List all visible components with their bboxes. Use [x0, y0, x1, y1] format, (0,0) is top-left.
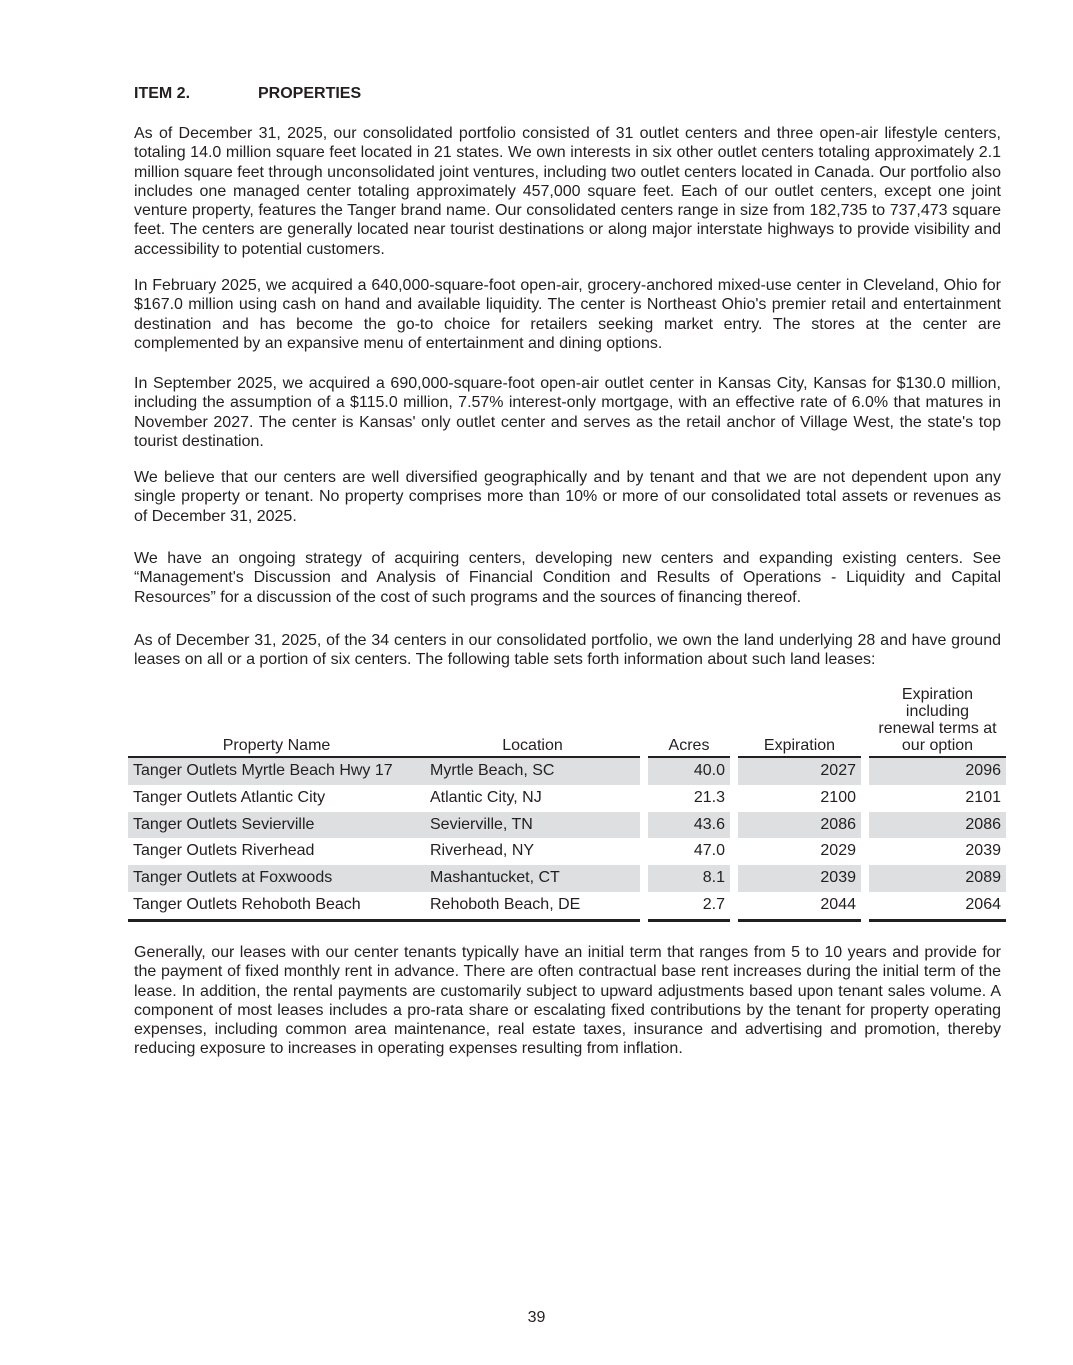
cell-location: Mashantucket, CT [425, 865, 640, 892]
header-expiration: Expiration [738, 686, 861, 758]
header-renewal-line-1: Expiration [901, 686, 974, 703]
table-row [128, 758, 1006, 785]
land-leases-table [128, 686, 1006, 922]
cell-location: Sevierville, TN [425, 812, 640, 839]
paragraph-ground-leases: As of December 31, 2025, of the 34 centers in our consolidated portfolio, we own the land underlying 28 and have ground leases on all or a portion of six centers. The following table sets forth information about such land leases: [134, 632, 1001, 669]
paragraph-cleveland-acquisition: In February 2025, we acquired a 640,000-square-foot open-air, grocery-anchored mixed-use center in Cleveland, Ohio for $167.0 million using cash on hand and available liquidity. The center is Northeast Ohio's premier retail and entertainment destination and has become the go-to choice for retailers seeking market entry. The stores at the center are complemented by an expansive menu of entertainment and dining options. [134, 277, 1001, 352]
paragraph-strategy: We have an ongoing strategy of acquiring centers, developing new centers and expanding existing centers. See “Management's Discussion and Analysis of Financial Condition and Results of Operations - Liquidity and Capital Resources” for a discussion of the cost of such programs and the sources of financing thereof. [134, 550, 1001, 606]
header-renewal-line-4: our option [901, 737, 974, 754]
cell-property: Tanger Outlets Rehoboth Beach [128, 892, 425, 922]
page-number: 39 [527, 1309, 546, 1326]
cell-acres: 43.6 [648, 812, 730, 839]
section-heading [134, 84, 361, 104]
paragraph-diversification: We believe that our centers are well diversified geographically and by tenant and that we are not dependent upon any single property or tenant. No property comprises more than 10% or more of our consolidated total assets or revenues as of December 31, 2025. [134, 469, 1001, 525]
table-row [128, 892, 1006, 922]
table-header-row [128, 686, 1006, 758]
cell-location: Myrtle Beach, SC [425, 758, 640, 785]
table-row [128, 838, 1006, 865]
table-row [128, 865, 1006, 892]
header-property-name: Property Name [128, 686, 425, 758]
cell-renewal: 2096 [869, 758, 1006, 785]
cell-expiration: 2044 [738, 892, 861, 922]
cell-expiration: 2086 [738, 812, 861, 839]
cell-property: Tanger Outlets Sevierville [128, 812, 425, 839]
cell-expiration: 2027 [738, 758, 861, 785]
cell-renewal: 2039 [965, 842, 1001, 860]
cell-location: Riverhead, NY [430, 842, 535, 860]
cell-expiration: 2039 [738, 865, 861, 892]
paragraph-portfolio-overview: As of December 31, 2025, our consolidated portfolio consisted of 31 outlet centers and three open-air lifestyle centers, totaling 14.0 million square feet located in 21 states. We own interests in six other outlet centers totaling approximately 2.1 million square feet through unconsolidated joint ventures, including two outlet centers located in Canada. Our portfolio also includes one managed center totaling approximately 457,000 square feet. Each of our outlet centers, except one joint venture property, features the Tanger brand name. Our consolidated centers range in size from 182,735 to 737,473 square feet. The centers are generally located near tourist destinations or along major interstate highways to provide visibility and accessibility to potential customers. [134, 125, 1001, 258]
cell-property: Tanger Outlets Riverhead [133, 842, 315, 860]
header-acres: Acres [648, 686, 730, 758]
cell-location: Rehoboth Beach, DE [425, 892, 640, 922]
cell-location: Atlantic City, NJ [430, 788, 542, 806]
header-renewal-line-2: including [905, 703, 970, 720]
cell-expiration: 2100 [820, 788, 856, 806]
header-renewal-line-3: renewal terms at [878, 720, 997, 737]
cell-acres: 21.3 [693, 788, 725, 806]
cell-property: Tanger Outlets at Foxwoods [128, 865, 425, 892]
paragraph-kansas-city-acquisition: In September 2025, we acquired a 690,000-square-foot open-air outlet center in Kansas City, Kansas for $130.0 million, including the assumption of a $115.0 million, 7.57% interest-only mortgage, with an effective rate of 6.0% that matures in November 2027. The center is Kansas' only outlet center and serves as the retail anchor of Village West, the state's top tourist destination. [134, 375, 1001, 450]
cell-renewal: 2089 [869, 865, 1006, 892]
item-title: PROPERTIES [258, 85, 362, 102]
cell-acres: 2.7 [648, 892, 730, 922]
cell-renewal: 2101 [965, 788, 1001, 806]
cell-acres: 47.0 [693, 842, 725, 860]
header-renewal-expiration [869, 686, 1006, 758]
table-row [128, 812, 1006, 839]
cell-renewal: 2086 [869, 812, 1006, 839]
cell-acres: 8.1 [648, 865, 730, 892]
paragraph-lease-terms: Generally, our leases with our center tenants typically have an initial term that ranges from 5 to 10 years and provide for the payment of fixed monthly rent in advance. There are often contractual base rent increases during the initial term of the lease. In addition, the rental payments are customarily subject to upward adjustments based upon tenant sales volume. A component of most leases includes a pro-rata share or escalating fixed contributions by the tenant for property operating expenses, including common area maintenance, real estate taxes, insurance and advertising and promotion, thereby reducing exposure to increases in operating expenses resulting from inflation. [134, 944, 1001, 1058]
table-row [128, 785, 1006, 812]
item-number: ITEM 2. [134, 85, 191, 102]
cell-acres: 40.0 [648, 758, 730, 785]
cell-property: Tanger Outlets Atlantic City [133, 788, 326, 806]
cell-expiration: 2029 [820, 842, 856, 860]
cell-property: Tanger Outlets Myrtle Beach Hwy 17 [128, 758, 425, 785]
cell-renewal: 2064 [869, 892, 1006, 922]
header-location: Location [425, 686, 640, 758]
